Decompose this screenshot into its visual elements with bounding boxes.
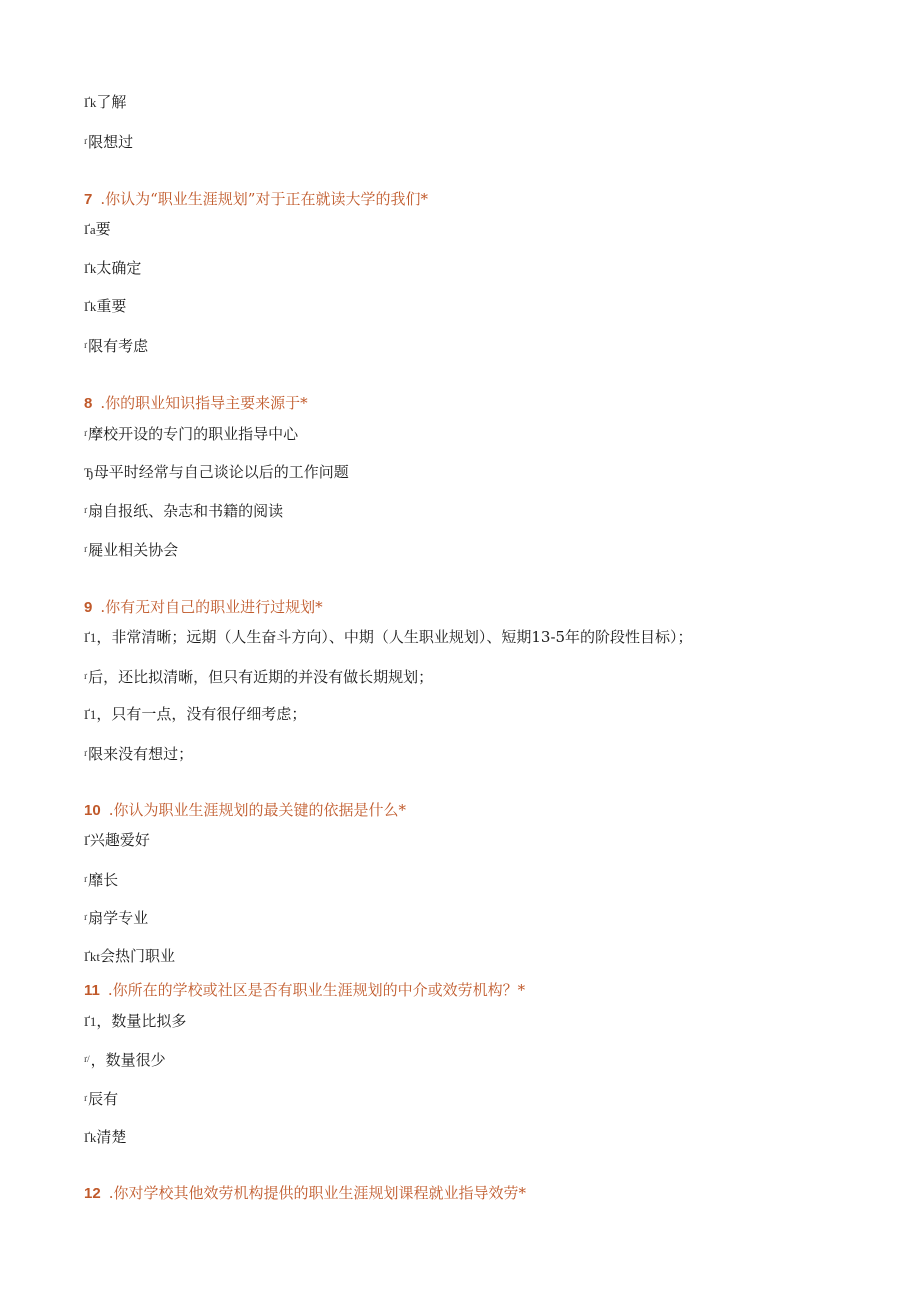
option-text: 限来没有想过； (88, 745, 194, 763)
option-line (84, 92, 126, 113)
option-line (84, 1127, 126, 1148)
option-marker: Ґk (84, 95, 97, 110)
option-marker: Ґ1 (84, 630, 97, 645)
option-marker: ґ/ (84, 1054, 90, 1064)
option-marker: ґ (84, 874, 88, 884)
question-text: .你有无对自己的职业进行过规划* (100, 598, 323, 616)
option-line (84, 627, 693, 648)
option-text: 摩校开设的专门的职业指导中心 (88, 425, 299, 443)
option-text: 母平时经常与自己谈论以后的工作问题 (93, 463, 349, 481)
question-heading (84, 189, 428, 210)
question-heading (84, 1183, 526, 1204)
option-text: 兴趣爱好 (89, 831, 150, 849)
option-text: 限想过 (88, 133, 134, 151)
option-line (84, 131, 133, 152)
question-text: .你所在的学校或社区是否有职业生涯规划的中介或效劳机构？* (107, 981, 526, 999)
option-marker: Ґk (84, 299, 97, 314)
option-line (84, 1088, 118, 1109)
option-marker: Ґa (84, 222, 96, 237)
option-text: 扇自报纸、杂志和书籍的阅读 (88, 502, 284, 520)
option-marker: Ґkt (84, 949, 100, 964)
option-text: 要 (95, 220, 111, 238)
question-heading (84, 800, 406, 821)
question-heading (84, 597, 323, 618)
question-text: .你认为“职业生涯规划”对于正在就读大学的我们* (100, 190, 428, 208)
option-line (84, 1011, 186, 1032)
option-line (84, 666, 433, 687)
option-marker: ґ (84, 428, 88, 438)
option-marker: Ґ1 (84, 1014, 97, 1029)
option-line (84, 539, 178, 560)
option-line (84, 258, 141, 279)
option-marker: Ђ (84, 465, 94, 480)
option-line (84, 423, 298, 444)
question-number: 11 (84, 982, 100, 999)
option-line (84, 704, 306, 725)
option-text: ，非常清晰；远期（人生奋斗方向）、中期（人生职业规划）、短期13-5年的阶段性目标）； (96, 628, 693, 646)
option-text: 太确定 (96, 259, 142, 277)
question-text: .你的职业知识指导主要来源于* (100, 394, 308, 412)
option-text: 限有考虑 (88, 337, 149, 355)
option-text: 屣业相关协会 (88, 541, 179, 559)
option-marker: ґ (84, 544, 88, 554)
option-marker: ґ (84, 136, 88, 146)
option-line (84, 1049, 166, 1070)
question-number: 12 (84, 1185, 101, 1202)
option-text: 重要 (96, 297, 127, 315)
question-heading (84, 980, 525, 1001)
option-marker: ґ (84, 1093, 88, 1103)
option-text: 后，还比拟清晰，但只有近期的并没有做长期规划； (88, 668, 434, 686)
option-line (84, 907, 148, 928)
option-marker: Ґ (84, 833, 90, 848)
question-text: .你认为职业生涯规划的最关键的依据是什么* (108, 801, 406, 819)
question-number: 7 (84, 191, 93, 208)
question-number: 8 (84, 395, 93, 412)
option-line (84, 335, 148, 356)
option-text: ，只有一点，没有很仔细考虑； (96, 705, 307, 723)
option-text: 扇学专业 (88, 909, 149, 927)
question-text: .你对学校其他效劳机构提供的职业生涯规划课程就业指导效劳* (108, 1184, 526, 1202)
question-number: 9 (84, 599, 93, 616)
option-text: 了解 (96, 93, 127, 111)
question-number: 10 (84, 802, 101, 819)
option-marker: ґ (84, 671, 88, 681)
option-marker: Ґk (84, 261, 97, 276)
option-line (84, 219, 111, 240)
option-marker: ґ (84, 505, 88, 515)
option-text: 会热门职业 (99, 947, 175, 965)
option-marker: Ґk (84, 1130, 97, 1145)
option-text: 辰有 (88, 1090, 119, 1108)
question-heading (84, 393, 308, 414)
option-line (84, 462, 349, 483)
option-line (84, 830, 150, 851)
option-line (84, 869, 118, 890)
option-text: ，数量比拟多 (96, 1012, 187, 1030)
option-marker: ґ (84, 912, 88, 922)
option-text: ，数量很少 (90, 1051, 166, 1069)
option-marker: ґ (84, 340, 88, 350)
option-line (84, 296, 126, 317)
option-marker: Ґ1 (84, 707, 97, 722)
option-marker: ґ (84, 748, 88, 758)
option-text: 靡长 (88, 871, 119, 889)
option-line (84, 743, 193, 764)
option-line (84, 946, 175, 967)
option-text: 清楚 (96, 1128, 127, 1146)
option-line (84, 500, 283, 521)
